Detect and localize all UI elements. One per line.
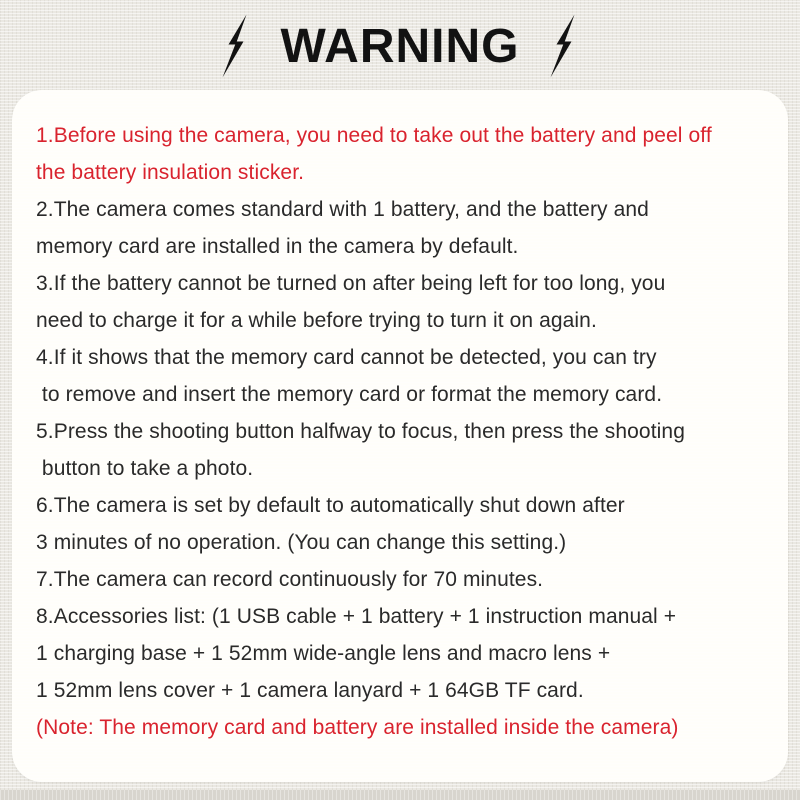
- lightning-bolt-icon: [221, 12, 251, 80]
- warning-line: 3.If the battery cannot be turned on after being left for too long, you: [36, 272, 666, 295]
- warning-line: 5.Press the shooting button halfway to focus, then press the shooting: [36, 420, 685, 443]
- warning-header: [0, 0, 800, 92]
- warning-line: 3 minutes of no operation. (You can change this setting.): [36, 531, 567, 554]
- warning-lines: [36, 117, 776, 746]
- lightning-bolt-icon: [549, 12, 579, 80]
- warning-line: 8.Accessories list: (1 USB cable + 1 battery + 1 instruction manual +: [36, 605, 677, 628]
- warning-line: memory card are installed in the camera by default.: [36, 235, 519, 258]
- warning-card: [12, 90, 788, 782]
- warning-line: 6.The camera is set by default to automatically shut down after: [36, 494, 625, 517]
- warning-line: 2.The camera comes standard with 1 battery, and the battery and: [36, 198, 649, 221]
- warning-line: 7.The camera can record continuously for 70 minutes.: [36, 568, 544, 591]
- warning-line: 4.If it shows that the memory card cannot be detected, you can try: [36, 346, 657, 369]
- warning-line: 1 52mm lens cover + 1 camera lanyard + 1 64GB TF card.: [36, 679, 584, 702]
- warning-line: need to charge it for a while before trying to turn it on again.: [36, 309, 597, 332]
- warning-line: the battery insulation sticker.: [36, 161, 305, 184]
- warning-line: to remove and insert the memory card or format the memory card.: [36, 383, 663, 406]
- bottom-band: [0, 790, 800, 800]
- warning-line: button to take a photo.: [36, 457, 254, 480]
- warning-line: 1 charging base + 1 52mm wide-angle lens and macro lens +: [36, 642, 611, 665]
- warning-line: (Note: The memory card and battery are installed inside the camera): [36, 716, 679, 739]
- page-title: WARNING: [280, 19, 520, 73]
- warning-line: 1.Before using the camera, you need to take out the battery and peel off: [36, 124, 712, 147]
